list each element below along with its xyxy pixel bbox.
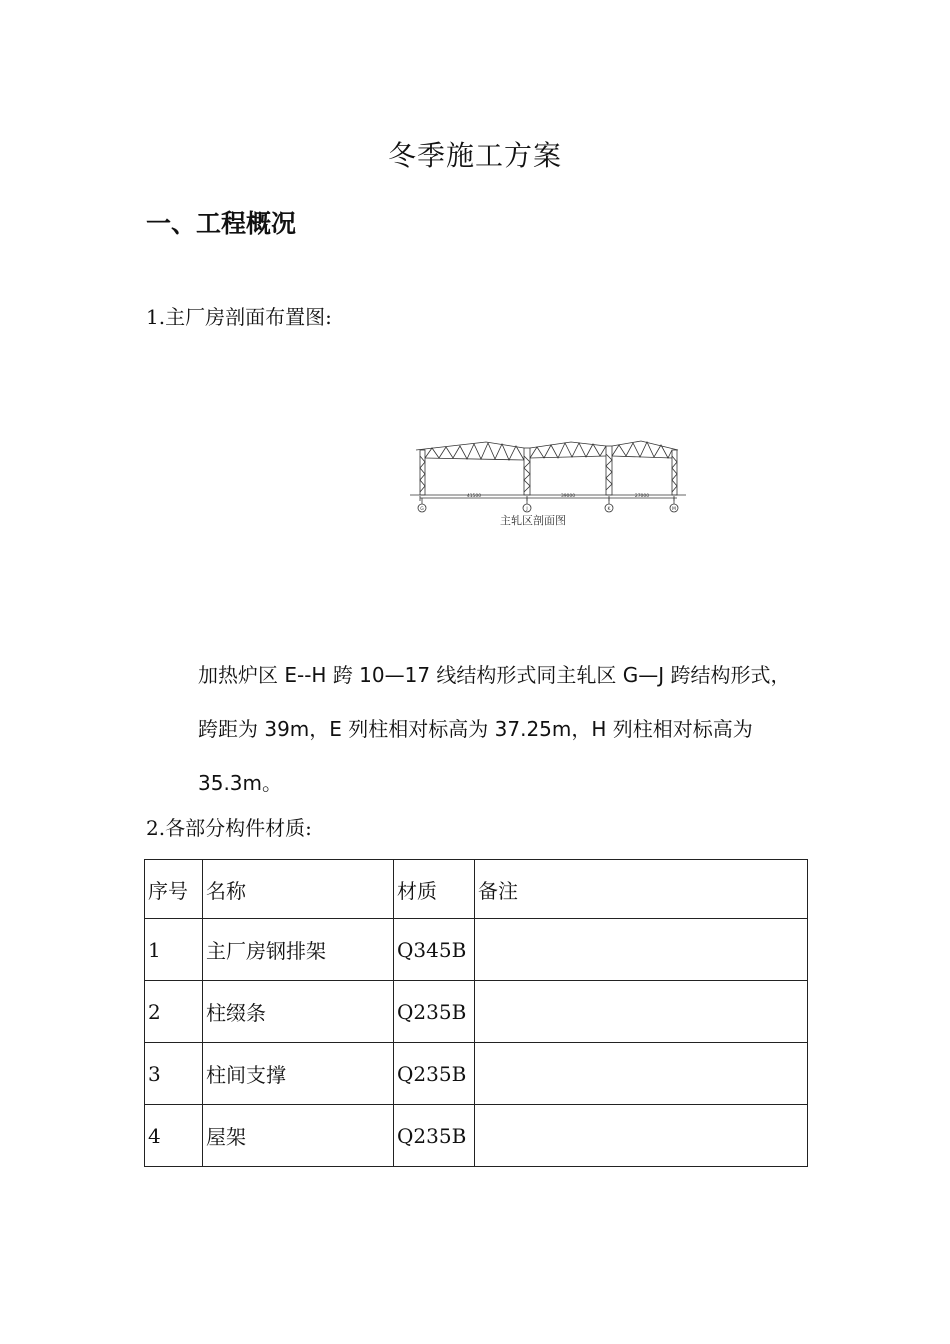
table-row [145,981,808,1043]
paragraph [198,648,838,810]
axis-label-g: G [420,507,424,512]
document-title: 冬季施工方案 [387,139,562,172]
row-index: 3 [145,1043,203,1105]
axis-label-m: M [672,507,676,512]
row-material: Q235B [394,981,475,1043]
table-row [145,919,808,981]
header-cell-remark: 备注 [475,860,808,919]
item-heading-2: 2.各部分构件材质: [146,816,312,840]
table-row [145,1043,808,1105]
row-name: 柱缀条 [203,981,394,1043]
row-remark [475,981,808,1043]
dimension-1: 41500 [466,494,482,499]
header-cell-material: 材质 [394,860,475,919]
row-name: 主厂房钢排架 [203,919,394,981]
row-material: Q235B [394,1105,475,1167]
row-material: Q345B [394,919,475,981]
row-index: 2 [145,981,203,1043]
section-heading: 一、工程概况 [146,209,297,238]
row-index: 1 [145,919,203,981]
axis-label-j: J [526,507,528,512]
table-header-row [145,860,808,919]
item-heading-1: 1.主厂房剖面布置图: [146,305,332,329]
materials-table [144,859,808,1167]
row-name: 屋架 [203,1105,394,1167]
row-material: Q235B [394,1043,475,1105]
header-cell-index: 序号 [145,860,203,919]
section-drawing [396,436,706,532]
row-index: 4 [145,1105,203,1167]
figure-caption: 主轧区剖面图 [500,514,566,527]
dimension-2: 39000 [560,494,576,499]
paragraph-line-3: 35.3m。 [198,771,283,795]
paragraph-line-2: 跨距为 39m，E 列柱相对标高为 37.25m，H 列柱相对标高为 [198,717,753,741]
row-remark [475,919,808,981]
dimension-3: 27000 [634,494,650,499]
paragraph-line-1: 加热炉区 E--H 跨 10—17 线结构形式同主轧区 G—J 跨结构形式， [198,663,791,687]
row-remark [475,1043,808,1105]
header-cell-name: 名称 [203,860,394,919]
table-row [145,1105,808,1167]
axis-label-k: K [607,507,611,512]
row-remark [475,1105,808,1167]
row-name: 柱间支撑 [203,1043,394,1105]
